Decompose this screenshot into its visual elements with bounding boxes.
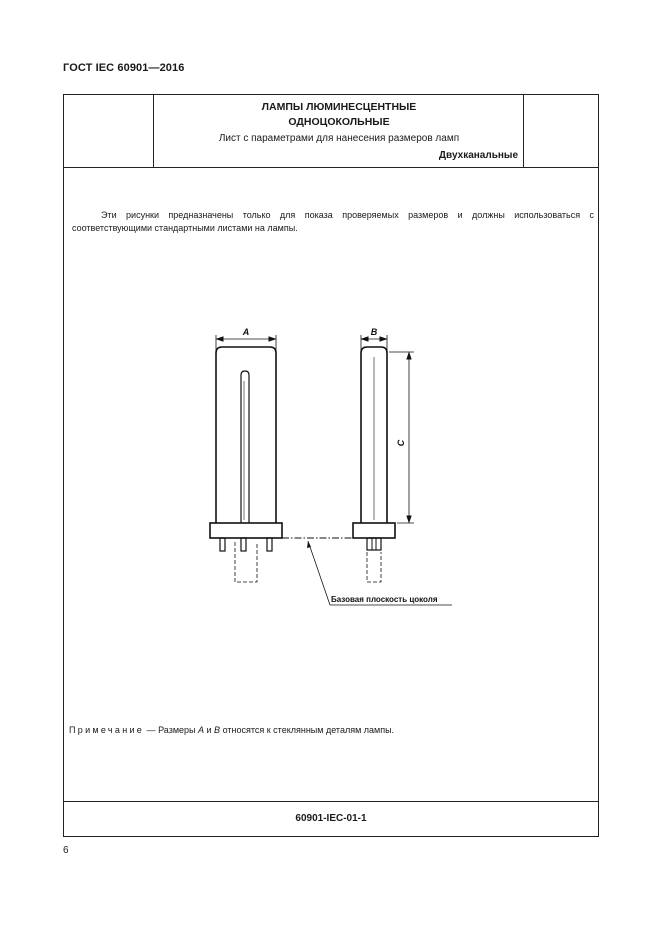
intro-paragraph: Эти рисунки предназначены только для показа проверяемых размеров и должны использоваться с соответствующими стандартными листами на лампы. <box>72 210 594 233</box>
sheet-footer <box>64 801 598 836</box>
footnote <box>69 725 394 735</box>
dim-c-arrow-bottom <box>407 516 411 522</box>
front-pin-3 <box>267 538 272 551</box>
side-view-lamp <box>353 335 414 582</box>
side-key <box>367 538 381 550</box>
dim-a-arrow-right <box>269 337 275 341</box>
side-base <box>353 523 395 538</box>
standard-code: ГОСТ IEC 60901—2016 <box>63 62 185 74</box>
data-sheet-frame <box>63 94 599 837</box>
dim-a-label: A <box>242 327 250 337</box>
leader-line <box>308 541 330 605</box>
leader-arrow <box>307 541 311 548</box>
front-glass-slot <box>241 371 249 523</box>
dim-c-label: C <box>396 439 406 447</box>
front-base <box>210 523 282 538</box>
side-pin-envelope <box>367 552 381 582</box>
title-line-2: ОДНОЦОКОЛЬНЫЕ <box>288 116 390 128</box>
front-pin-2 <box>241 538 246 551</box>
sheet-number: 60901-IEC-01-1 <box>295 813 367 824</box>
note-rest: относятся к стеклянным деталям лампы. <box>220 725 395 735</box>
dim-b-arrow-left <box>362 337 368 341</box>
dim-a-arrow-left <box>217 337 223 341</box>
dim-b-label: B <box>370 327 378 337</box>
front-glass-outline <box>216 347 276 523</box>
page-number: 6 <box>63 845 69 856</box>
note-dash: — Размеры <box>144 725 198 735</box>
note-prefix: Примечание <box>69 725 145 735</box>
dim-b-arrow-right <box>380 337 386 341</box>
front-pin-1 <box>220 538 225 551</box>
note-var-b: B <box>214 725 221 735</box>
note-and: и <box>204 725 215 735</box>
title-line-1: ЛАМПЫ ЛЮМИНЕСЦЕНТНЫЕ <box>261 101 417 113</box>
note-var-a: A <box>198 725 205 735</box>
sheet-subtitle: Лист с параметрами для нанесения размеров ламп <box>218 133 460 144</box>
dim-c-arrow-top <box>407 353 411 359</box>
lamp-type-label: Двухканальные <box>438 150 518 161</box>
front-view-lamp <box>210 335 282 582</box>
base-plane-label: Базовая плоскость цоколя <box>331 595 438 604</box>
